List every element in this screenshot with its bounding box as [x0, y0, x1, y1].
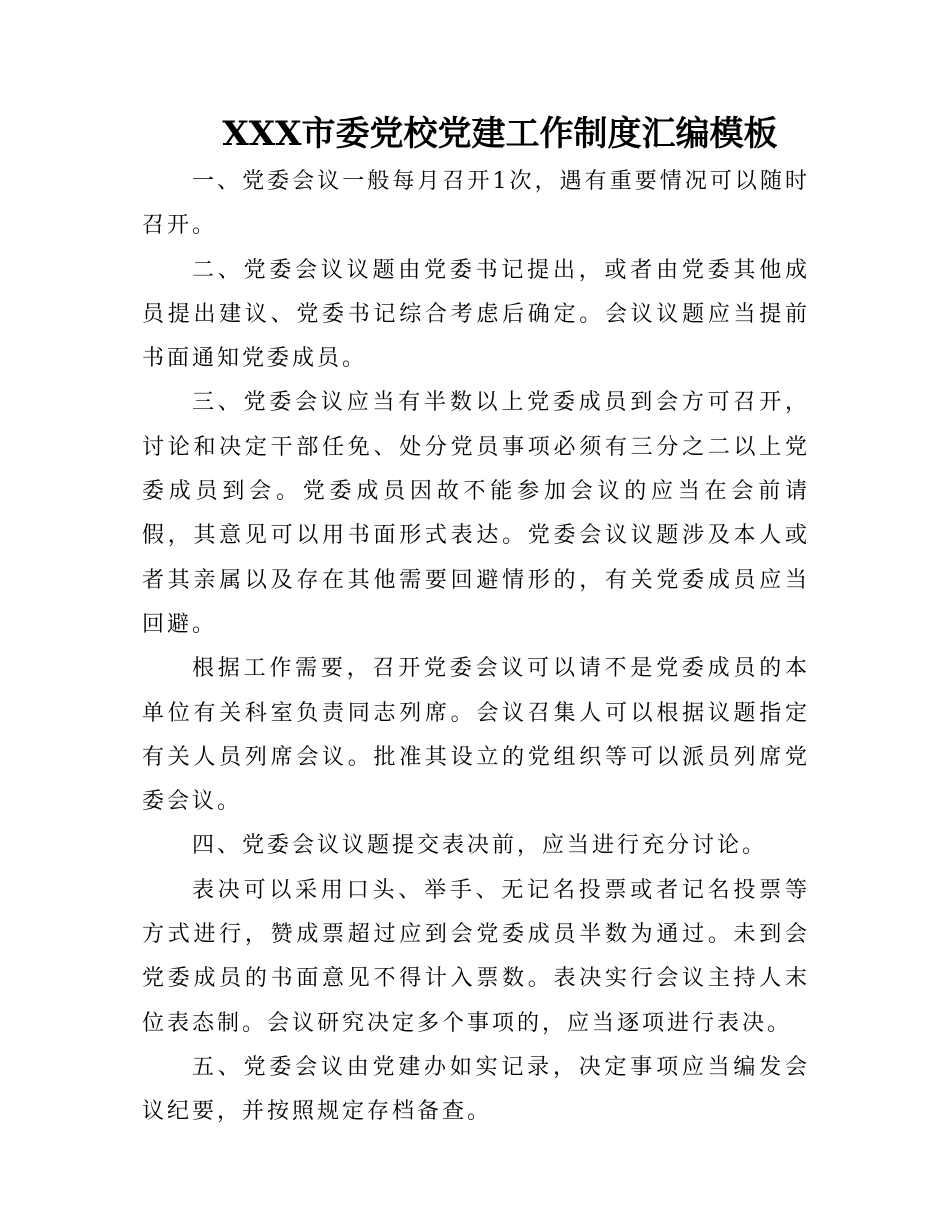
paragraph-3: 三、党委会议应当有半数以上党委成员到会方可召开，讨论和决定干部任免、处分党员事项必须有三分之二以上党委成员到会。党委成员因故不能参加会议的应当在会前请假，其意见可以用书面形式表达。党委会议议题涉及本人或者其亲属以及存在其他需要回避情形的，有关党委成员应当回避。: [142, 390, 810, 637]
document-title: XXX市委党校党建工作制度汇编模板: [222, 114, 778, 154]
document-body: [142, 160, 810, 1135]
paragraph-6: 表决可以采用口头、举手、无记名投票或者记名投票等方式进行，赞成票超过应到会党委成员半数为通过。未到会党委成员的书面意见不得计入票数。表决实行会议主持人末位表态制。会议研究决定多个事项的，应当逐项进行表决。: [142, 877, 810, 1036]
paragraph-5: 四、党委会议议题提交表决前，应当进行充分讨论。: [192, 833, 768, 859]
paragraph-4: 根据工作需要，召开党委会议可以请不是党委成员的本单位有关科室负责同志列席。会议召集人可以根据议题指定有关人员列席会议。批准其设立的党组织等可以派员列席党委会议。: [142, 656, 810, 815]
paragraph-1: 一、党委会议一般每月召开1次，遇有重要情况可以随时召开。: [142, 169, 810, 239]
paragraph-2: 二、党委会议议题由党委书记提出，或者由党委其他成员提出建议、党委书记综合考虑后确定。会议议题应当提前书面通知党委成员。: [142, 257, 810, 372]
paragraph-7: 五、党委会议由党建办如实记录，决定事项应当编发会议纪要，并按照规定存档备查。: [142, 1054, 810, 1125]
